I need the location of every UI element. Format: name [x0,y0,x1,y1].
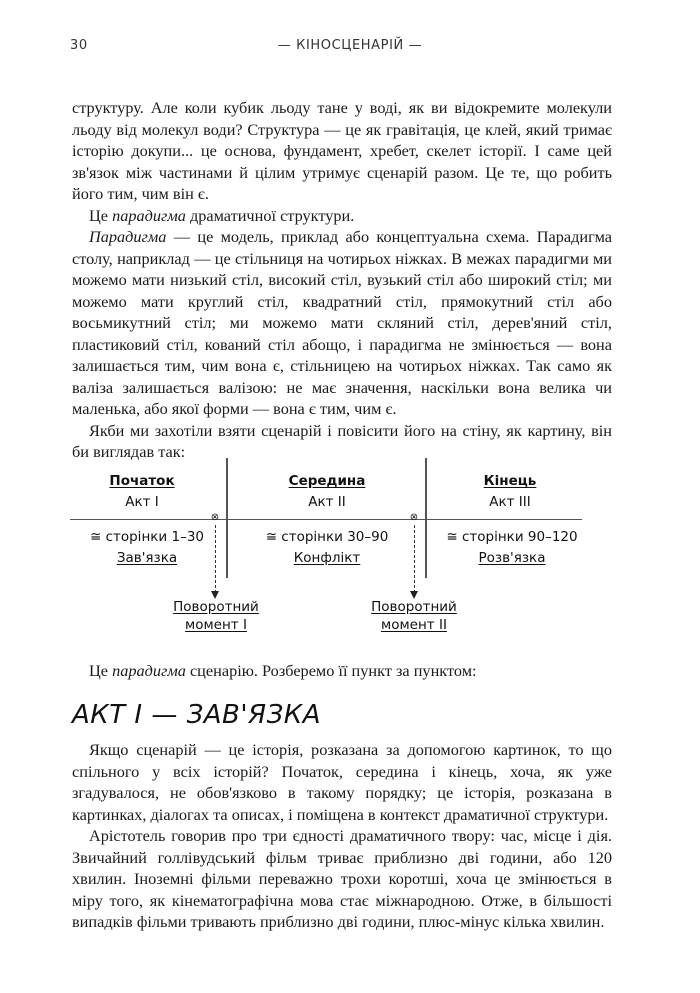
paragraph: Парадигма — це модель, приклад або концептуальна схема. Парадигма столу, наприклад — це стільниця на чотирьох ніжках. В межах парадигми ми можемо мати низький стіл, високий стіл, вузький стіл або широкий стіл; ми можемо мати круглий стіл, квадратний стіл, прямокутний стіл або восьмикутний стіл; ми можемо мати скляний стіл, дерев'яний стіл, пластиковий стіл, кований стіл абощо, і парадигма не змінюється — вона залишається тим, чим вона є, стільницею на чотирьох ніжках. Так само як валіза залишається валізою: не має значення, наскільки вона велика чи маленька, або якої форми — вона є тим, чим є. [72,227,612,418]
paradigm-diagram [0,455,700,635]
act-number: Акт І [125,494,159,510]
act-title: Середина [288,473,366,489]
act-label: Розв'язка [478,550,546,566]
act-label: Зав'язка [116,550,178,566]
turning-point-marker-icon: ⊗ [409,512,419,523]
emphasis: Парадигма [89,227,167,246]
emphasis: парадигма [112,205,186,225]
act-2-header [242,473,412,510]
text-block-intro [72,97,612,463]
text-block-act-one [72,739,612,933]
paragraph: Це парадигма драматичної структури. [89,205,355,225]
text-block-after-diagram [72,660,612,682]
paragraph: Якщо сценарій — це історія, розказана за допомогою картинок, то що спільного у всіх історій? Початок, середина і кінець, хоча, як уже згадувалося, не обов'язково в такому порядку; це історія, розказана в картинках, діалогах та описах, і поміщена в контекст драматичної структури. [72,740,612,824]
turning-point-2-label: Поворотний момент ІІ [371,599,457,633]
section-heading: АКТ І — ЗАВ'ЯЗКА [72,700,322,730]
act-3-details [432,529,592,566]
page-number: 30 [70,38,88,53]
emphasis: парадигма [112,661,186,680]
act-3-header [435,473,585,510]
page-range: ≅ сторінки 90–120 [446,529,578,545]
act-title: Початок [109,473,175,489]
page-range: ≅ сторінки 30–90 [265,529,389,545]
running-title: — КІНОСЦЕНАРІЙ — [277,38,423,53]
paragraph: Арістотель говорив про три єдності драматичного твору: час, місце і дія. Звичайний голлівудський фільм триває приблизно дві години, або 120 хвилин. Іноземні фільми переважно трохи коротші, хоча це змінюється в міру того, як кінематографічна мова стає міжнародною. Отже, в більшості випадків фільми тривають приблизно дві години, плюс-мінус кілька хвилин. [72,826,612,931]
running-header [0,38,700,58]
paragraph: структуру. Але коли кубик льоду тане у воді, як ви відокремите молекули льоду від молекул води? Структура — це як гравітація, це клей, який тримає історію докупи... це основа, фундамент, хребет, скелет історії. І саме цей зв'язок між частинами й цілим утримує сценарій разом. Це те, що робить його тим, чим він є. [72,98,612,203]
act-number: Акт ІІ [308,494,346,510]
act-2-details [240,529,414,566]
page-range: ≅ сторінки 1–30 [89,529,205,545]
turning-point-arrow-line [414,525,415,593]
turning-point-marker-icon: ⊗ [210,512,220,523]
act-1-header [72,473,212,510]
paragraph: Це парадигма сценарію. Розберемо її пункт за пунктом: [89,661,477,680]
act-divider-line [226,458,228,578]
paragraph: Якби ми захотіли взяти сценарій і повісити його на стіну, як картину, він би виглядав так: [72,420,612,461]
act-title: Кінець [483,473,537,489]
timeline-line [70,519,582,520]
act-label: Конфлікт [293,550,361,566]
act-divider-line [425,458,427,578]
turning-point-arrow-line [215,525,216,593]
act-1-details [72,529,222,566]
turning-point-1-label: Поворотний момент І [173,599,259,633]
act-number: Акт ІІІ [489,494,531,510]
